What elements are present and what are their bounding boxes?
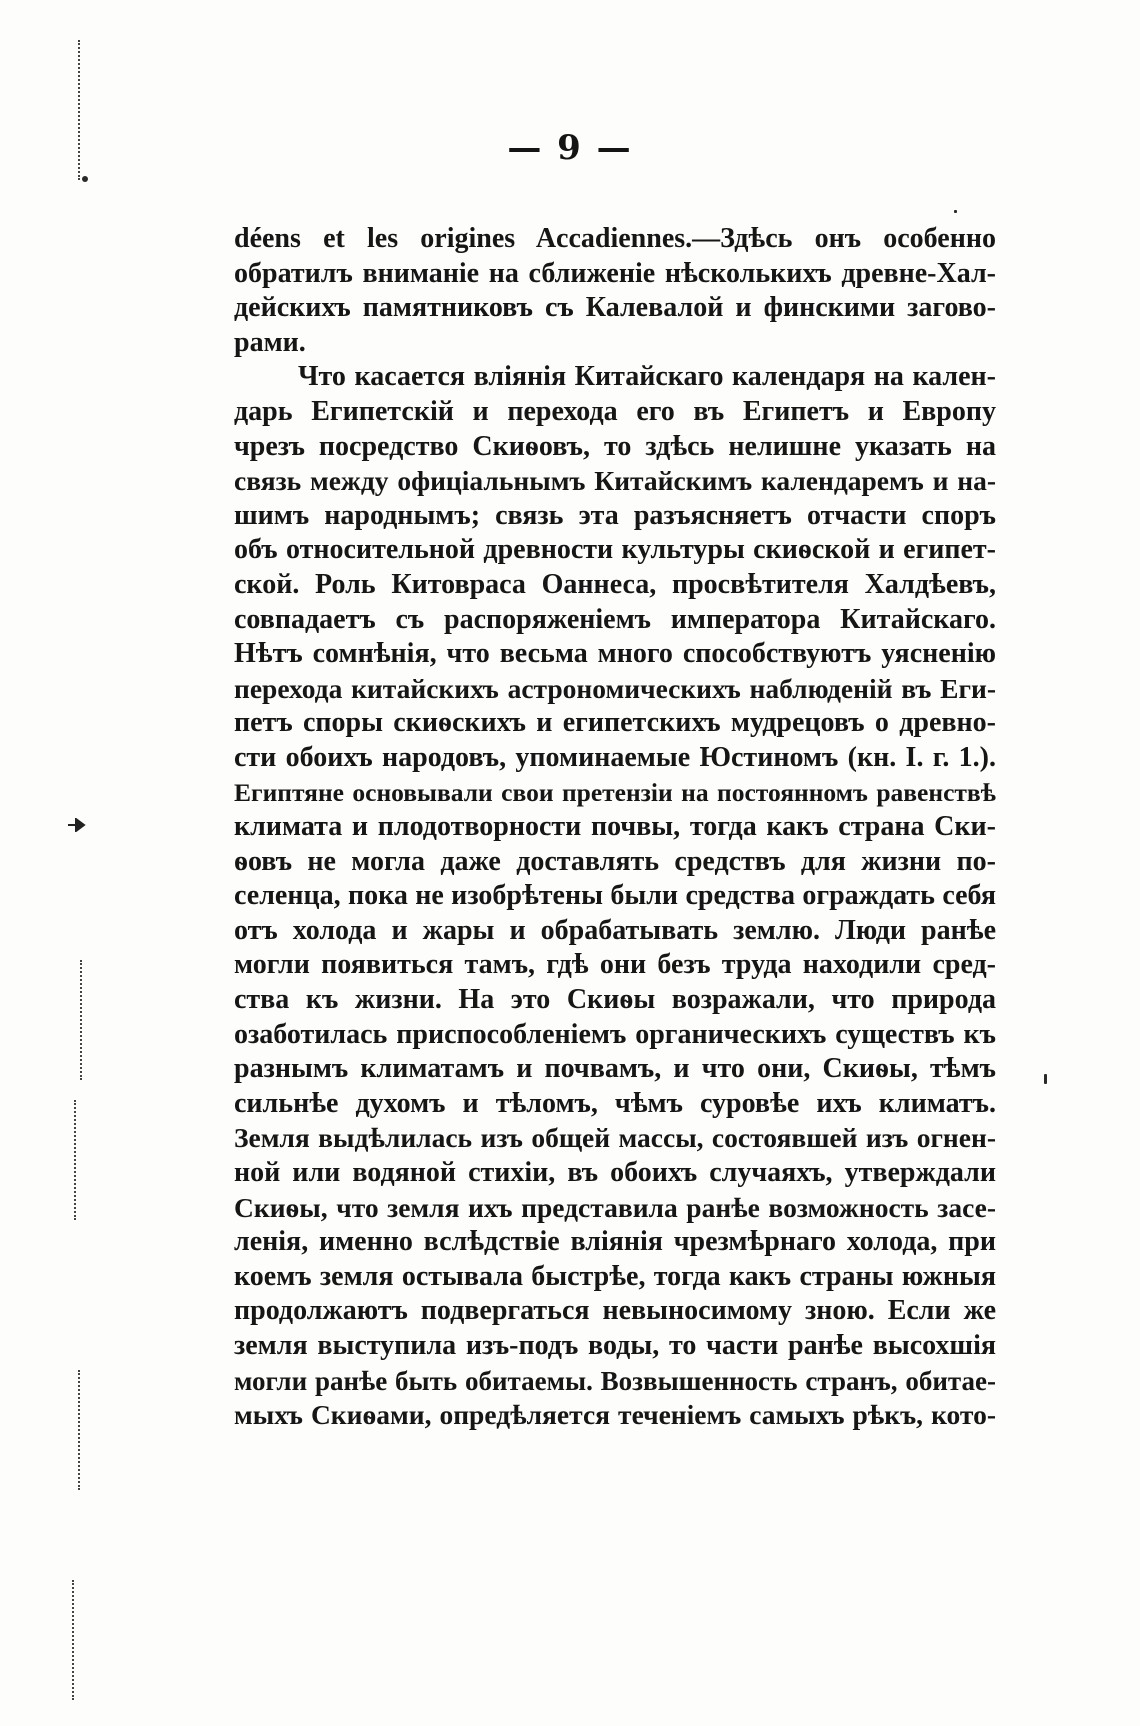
- scan-margin-artifact: [80, 960, 84, 1080]
- text-line: ѳовъ не могла даже доставлять средствъ для жизни по-: [234, 845, 996, 877]
- text-line: Что касается вліянія Китайскаго календаря на кален-: [298, 361, 996, 393]
- body-text: [234, 222, 996, 1433]
- text-line: мыхъ Скиѳами, опредѣляется теченіемъ самыхъ рѣкъ, кото-: [234, 1399, 996, 1431]
- margin-arrow-icon: [66, 818, 92, 832]
- text-line: селенца, пока не изобрѣтены были средства ограждать себя: [234, 880, 996, 912]
- text-line: разнымъ климатамъ и почвамъ, и что они, Скиѳы, тѣмъ: [234, 1053, 996, 1085]
- text-line: петъ споры скиѳскихъ и египетскихъ мудрецовъ о древно-: [234, 707, 996, 739]
- text-line: déens et les origines Accadiennes.—Здѣсь онъ особенно: [234, 223, 996, 254]
- text-line: сти обоихъ народовъ, упоминаемые Юстиномъ (кн. I. г. 1.).: [234, 741, 996, 773]
- text-line: Скиѳы, что земля ихъ представила ранѣе возможность засе-: [234, 1191, 996, 1223]
- text-line: Земля выдѣлилась изъ общей массы, состоявшей изъ огнен-: [234, 1122, 996, 1154]
- text-line: связь между офиціальнымъ Китайскимъ календаремъ и на-: [234, 465, 996, 497]
- text-line: дарь Египетскій и перехода его въ Египетъ и Европу: [234, 395, 996, 427]
- text-line: коемъ земля остывала быстрѣе, тогда какъ страны южныя: [234, 1260, 996, 1292]
- text-line: ленія, именно вслѣдствіе вліянія чрезмѣрнаго холода, при: [234, 1226, 996, 1258]
- text-line: ской. Роль Китовраса Оаннеса, просвѣтителя Халдѣевъ,: [234, 568, 996, 600]
- scan-speck: [82, 176, 88, 182]
- text-line: сильнѣе духомъ и тѣломъ, чѣмъ суровѣе ихъ климатъ.: [234, 1087, 996, 1119]
- scan-margin-artifact: [74, 1100, 78, 1220]
- scan-speck: [954, 210, 957, 213]
- text-line: ной или водяной стихіи, въ обоихъ случаяхъ, утверждали: [234, 1157, 996, 1189]
- text-line: рами.: [234, 326, 306, 358]
- text-line: Нѣтъ сомнѣнія, что весьма много способствуютъ уясненію: [234, 638, 996, 670]
- text-line: ства къ жизни. На это Скиѳы возражали, что природа: [234, 984, 996, 1016]
- text-line: объ относительной древности культуры скиѳской и египет-: [234, 534, 996, 566]
- text-line: озаботилась приспособленіемъ органическихъ существъ къ: [234, 1018, 996, 1050]
- text-line: обратилъ вниманіе на сближеніе нѣсколькихъ древне-Хал-: [234, 257, 996, 289]
- page-number: — 9 —: [507, 128, 633, 168]
- text-line: климата и плодотворности почвы, тогда какъ страна Ски-: [234, 811, 996, 843]
- text-line: шимъ народнымъ; связь эта разъясняетъ отчасти споръ: [234, 499, 996, 531]
- text-line: дейскихъ памятниковъ съ Калевалой и финскими загово-: [234, 292, 996, 324]
- text-line: совпадаетъ съ распоряженіемъ императора Китайскаго.: [234, 603, 996, 635]
- scan-margin-artifact: [72, 1580, 76, 1700]
- text-line: Египтяне основывали свои претензіи на постоянномъ равенствѣ: [234, 777, 996, 807]
- text-line: могли появиться тамъ, гдѣ они безъ труда находили сред-: [234, 949, 996, 981]
- scan-margin-artifact: [78, 1370, 82, 1490]
- text-line: могли ранѣе быть обитаемы. Возвышенность странъ, обитае-: [234, 1365, 996, 1396]
- text-line: продолжаютъ подвергаться невыносимому зною. Если же: [234, 1295, 996, 1327]
- text-line: отъ холода и жары и обрабатывать землю. Люди ранѣе: [234, 914, 996, 946]
- text-line: чрезъ посредство Скиѳовъ, то здѣсь нелишне указать на: [234, 430, 996, 462]
- text-line: земля выступила изъ-подъ воды, то части ранѣе высохшія: [234, 1330, 996, 1361]
- scan-speck: [1044, 1074, 1047, 1084]
- text-line: перехода китайскихъ астрономическихъ наблюденій въ Еги-: [234, 672, 996, 704]
